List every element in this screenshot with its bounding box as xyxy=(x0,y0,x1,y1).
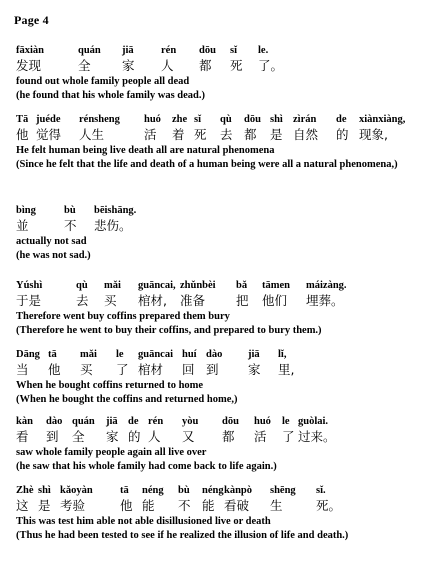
hanzi-word: 看破 xyxy=(224,498,250,513)
pinyin-word: xiànxiàng, xyxy=(359,114,406,125)
pinyin-word: tā xyxy=(120,485,129,496)
pinyin-word: rénsheng xyxy=(79,114,120,125)
hanzi-word: 死。 xyxy=(316,498,342,513)
gloss-line: found out whole family people all dead xyxy=(16,76,190,87)
pinyin-word: huí xyxy=(182,349,197,360)
hanzi-word: 了。 xyxy=(258,58,284,73)
hanzi-word: 家 xyxy=(248,362,261,377)
pinyin-word: jiā xyxy=(248,349,260,360)
hanzi-word: 看 xyxy=(16,429,29,444)
translation-line: (he saw that his whole family had come back to life again.) xyxy=(16,461,277,472)
hanzi-word: 棺材, xyxy=(138,293,167,308)
hanzi-word: 去 xyxy=(76,293,89,308)
hanzi-line xyxy=(16,499,416,515)
pinyin-word: dào xyxy=(206,349,223,360)
hanzi-word: 的 xyxy=(336,127,349,142)
pinyin-word: Dāng xyxy=(16,349,40,360)
pinyin-word: shì xyxy=(270,114,283,125)
hanzi-word: 他 xyxy=(16,127,29,142)
pinyin-word: sǐ xyxy=(194,114,202,125)
stanza xyxy=(16,204,416,262)
pinyin-line xyxy=(16,484,416,499)
pinyin-word: sǐ. xyxy=(316,485,326,496)
pinyin-line xyxy=(16,348,416,363)
hanzi-word: 了 xyxy=(282,429,295,444)
pinyin-word: le xyxy=(282,416,290,427)
hanzi-word: 不 xyxy=(178,498,191,513)
pinyin-word: juéde xyxy=(36,114,61,125)
hanzi-word: 的 xyxy=(128,429,141,444)
hanzi-word: 人 xyxy=(148,429,161,444)
translation-line: (he found that his whole family was dead.) xyxy=(16,90,206,101)
pinyin-word: dào xyxy=(46,416,63,427)
gloss-line: actually not sad xyxy=(16,236,87,247)
pinyin-word: le xyxy=(116,349,124,360)
pinyin-word: zhǔnbèi xyxy=(180,280,216,291)
stanza xyxy=(16,279,416,337)
hanzi-word: 全 xyxy=(78,58,91,73)
hanzi-word: 把 xyxy=(236,293,249,308)
pinyin-word: jiā xyxy=(106,416,118,427)
pinyin-word: sǐ xyxy=(230,45,238,56)
pinyin-word: shēng xyxy=(270,485,296,496)
pinyin-line xyxy=(16,44,416,59)
hanzi-word: 了 xyxy=(116,362,129,377)
pinyin-word: rén xyxy=(148,416,164,427)
stanza xyxy=(16,484,416,542)
pinyin-word: tā xyxy=(48,349,57,360)
stanza xyxy=(16,113,416,171)
hanzi-word: 过来。 xyxy=(298,429,336,444)
hanzi-word: 这 xyxy=(16,498,29,513)
hanzi-word: 觉得 xyxy=(36,127,62,142)
hanzi-word: 他 xyxy=(48,362,61,377)
pinyin-word: de xyxy=(128,416,139,427)
pinyin-word: quán xyxy=(78,45,101,56)
stanza xyxy=(16,415,416,473)
pinyin-word: dōu xyxy=(222,416,239,427)
pinyin-word: huó xyxy=(254,416,271,427)
hanzi-word: 他们 xyxy=(262,293,288,308)
pinyin-word: dōu xyxy=(244,114,261,125)
gloss-line: Therefore went buy coffins prepared them bury xyxy=(16,311,230,322)
hanzi-word: 去 xyxy=(220,127,233,142)
pinyin-word: kànpò xyxy=(224,485,253,496)
hanzi-word: 能 xyxy=(202,498,215,513)
hanzi-word: 人 xyxy=(161,58,174,73)
pinyin-word: guāncai, xyxy=(138,280,176,291)
pinyin-word: qù xyxy=(220,114,232,125)
translation-line: (When he bought the coffins and returned home,) xyxy=(16,394,238,405)
hanzi-word: 着 xyxy=(172,127,185,142)
hanzi-word: 是 xyxy=(270,127,283,142)
hanzi-word: 于是 xyxy=(16,293,42,308)
pinyin-word: bù xyxy=(64,205,76,216)
hanzi-word: 悲伤。 xyxy=(94,218,132,233)
pinyin-word: máizàng. xyxy=(306,280,347,291)
hanzi-word: 到 xyxy=(206,362,219,377)
pinyin-word: kàn xyxy=(16,416,33,427)
pinyin-word: kǎoyàn xyxy=(60,485,93,496)
stanza xyxy=(16,348,416,406)
pinyin-word: Zhè xyxy=(16,485,34,496)
pinyin-line xyxy=(16,415,416,430)
pinyin-word: de xyxy=(336,114,347,125)
hanzi-word: 埋葬。 xyxy=(306,293,344,308)
hanzi-word: 又 xyxy=(182,429,195,444)
stanza xyxy=(16,44,416,102)
pinyin-word: zìrán xyxy=(293,114,317,125)
pinyin-word: lǐ, xyxy=(278,349,287,360)
pinyin-word: rén xyxy=(161,45,177,56)
hanzi-word: 现象, xyxy=(359,127,388,142)
hanzi-word: 不 xyxy=(64,218,77,233)
gloss-line: When he bought coffins returned to home xyxy=(16,380,204,391)
pinyin-word: zhe xyxy=(172,114,188,125)
pinyin-word: tāmen xyxy=(262,280,290,291)
pinyin-word: néng xyxy=(142,485,164,496)
pinyin-word: néng xyxy=(202,485,224,496)
hanzi-word: 活 xyxy=(144,127,157,142)
pinyin-word: guòlai. xyxy=(298,416,329,427)
hanzi-word: 死 xyxy=(230,58,243,73)
translation-line: (Since he felt that the life and death of a human being were all a natural phenomena,) xyxy=(16,159,398,170)
pinyin-word: bìng xyxy=(16,205,36,216)
hanzi-line xyxy=(16,430,416,446)
hanzi-word: 回 xyxy=(182,362,195,377)
hanzi-word: 买 xyxy=(80,362,93,377)
pinyin-word: quán xyxy=(72,416,95,427)
gloss-line: saw whole family people again all live over xyxy=(16,447,207,458)
hanzi-word: 发现 xyxy=(16,58,42,73)
hanzi-word: 都 xyxy=(222,429,235,444)
hanzi-word: 活 xyxy=(254,429,267,444)
hanzi-word: 棺材 xyxy=(138,362,164,377)
pinyin-word: bù xyxy=(178,485,190,496)
pinyin-word: mǎi xyxy=(104,280,121,291)
hanzi-word: 死 xyxy=(194,127,207,142)
translation-line: (he was not sad.) xyxy=(16,250,91,261)
hanzi-word: 人生 xyxy=(79,127,105,142)
pinyin-line xyxy=(16,279,416,294)
hanzi-word: 到 xyxy=(46,429,59,444)
hanzi-word: 都 xyxy=(244,127,257,142)
pinyin-word: huó xyxy=(144,114,161,125)
pinyin-word: fāxiàn xyxy=(16,45,45,56)
hanzi-word: 当 xyxy=(16,362,29,377)
pinyin-word: qù xyxy=(76,280,88,291)
pinyin-line xyxy=(16,204,416,219)
hanzi-word: 家 xyxy=(122,58,135,73)
hanzi-word: 能 xyxy=(142,498,155,513)
pinyin-word: Yúshì xyxy=(16,280,43,291)
hanzi-word: 生 xyxy=(270,498,283,513)
pinyin-word: guāncai xyxy=(138,349,174,360)
hanzi-word: 自然 xyxy=(293,127,319,142)
pinyin-word: Tā xyxy=(16,114,29,125)
pinyin-word: le. xyxy=(258,45,269,56)
page-title: Page 4 xyxy=(14,13,49,27)
translation-line: (Thus he had been tested to see if he realized the illusion of life and death.) xyxy=(16,530,349,541)
pinyin-word: shì xyxy=(38,485,51,496)
hanzi-word: 全 xyxy=(72,429,85,444)
hanzi-word: 家 xyxy=(106,429,119,444)
hanzi-line xyxy=(16,59,416,75)
pinyin-word: yòu xyxy=(182,416,199,427)
gloss-line: This was test him able not able disillusioned live or death xyxy=(16,516,271,527)
pinyin-line xyxy=(16,113,416,128)
translation-line: (Therefore he went to buy their coffins, and prepared to bury them.) xyxy=(16,325,322,336)
pinyin-word: jiā xyxy=(122,45,134,56)
gloss-line: He felt human being live death all are natural phenomena xyxy=(16,145,275,156)
hanzi-word: 里, xyxy=(278,362,295,377)
hanzi-word: 並 xyxy=(16,218,29,233)
pinyin-word: bēishāng. xyxy=(94,205,137,216)
hanzi-word: 是 xyxy=(38,498,51,513)
hanzi-word: 考验 xyxy=(60,498,86,513)
pinyin-word: dōu xyxy=(199,45,216,56)
hanzi-line xyxy=(16,294,416,310)
hanzi-word: 他 xyxy=(120,498,133,513)
hanzi-line xyxy=(16,219,416,235)
hanzi-word: 买 xyxy=(104,293,117,308)
hanzi-line xyxy=(16,363,416,379)
hanzi-word: 准备 xyxy=(180,293,206,308)
hanzi-word: 都 xyxy=(199,58,212,73)
pinyin-word: bǎ xyxy=(236,280,248,291)
hanzi-line xyxy=(16,128,416,144)
pinyin-word: mǎi xyxy=(80,349,97,360)
